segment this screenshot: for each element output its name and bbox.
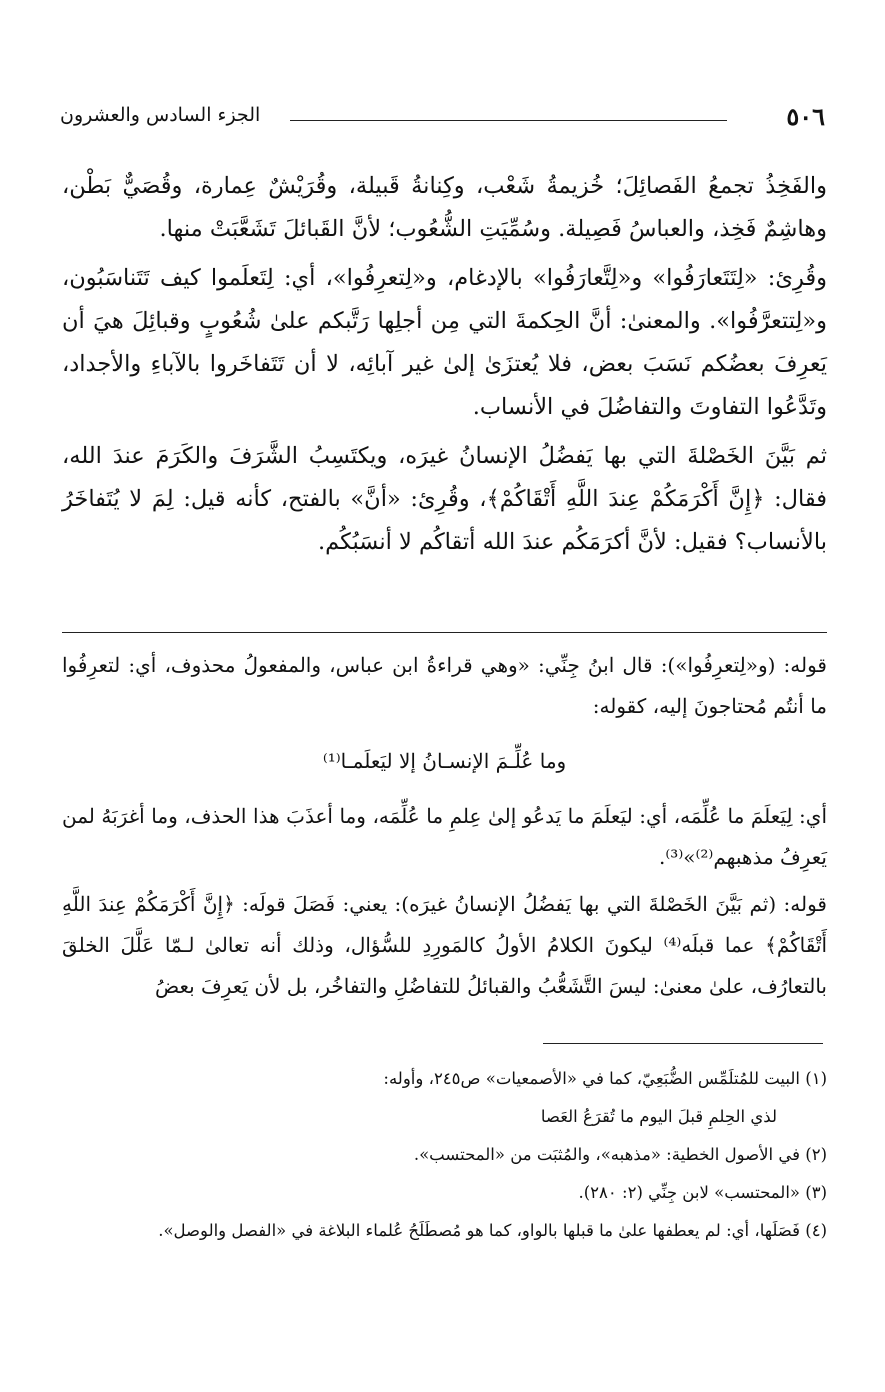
main-paragraph-3: ثم بَيَّنَ الخَصْلةَ التي بها يَفضُلُ الإنسانُ غيرَه، ويكتَسِبُ الشَّرَفَ والكَرَمَ عندَ الله، فقال: ﴿إِنَّ أَكْرَمَكُمْ عِندَ اللَّهِ أَتْقَاكُمْ﴾، وقُرِئ: «أنَّ» بالفتح، كأنه قيل: لِمَ لا يُتَفاخَرُ بالأنساب؟ فقيل: لأنَّ أكرَمَكُم عندَ الله أتقاكُم لا أنسَبُكُم. [62, 443, 827, 555]
footnote-divider [543, 1043, 823, 1044]
commentary-verse: وما عُلِّـمَ الإنسـانُ إلا ليَعلَمـا⁽¹⁾ [322, 749, 567, 773]
footnotes [62, 1060, 827, 1250]
page-header [60, 100, 825, 140]
main-paragraph-2: وقُرِئ: «لِتَتَعارَفُوا» و«لِتَّعارَفُوا» بالإدغام، و«لِتعرِفُوا»، أي: لِتَعلَموا كيف تَتَناسَبُون، و«لِتتعرَّفُوا». والمعنىٰ: أنَّ الحِكمةَ التي مِن أجلِها رَتَّبكم علىٰ شُعُوبٍ وقبائِلَ هيَ أن يَعرِفَ بعضُكم نَسَبَ بعض، فلا يُعتزَىٰ إلىٰ غير آبائِه، لا أن تَتَفاخَروا بالآباءِ والأجداد، وتَدَّعُوا التفاوتَ والتفاضُلَ في الأنساب. [62, 265, 827, 420]
page-number: ٥٠٦ [786, 102, 825, 131]
commentary [62, 645, 827, 1013]
footnote-4: (٤) فَصَلَها، أي: لم يعطفها علىٰ ما قبلها بالواو، كما هو مُصطَلَحُ عُلماء البلاغة في «الفصل والوصل». [158, 1221, 827, 1240]
footnote-1-verse: لذي الحِلمِ قبلَ اليوم ما تُقرَعُ العَصا [540, 1107, 777, 1126]
commentary-paragraph-1: قوله: (و«لِتعرِفُوا»): قال ابنُ جِنِّي: «وهي قراءةُ ابن عباس، والمفعولُ محذوف، أي: لتعرِفُوا ما أنتُم مُحتاجونَ إليه، كقوله: [62, 653, 827, 718]
main-paragraph-1: والفَخِذُ تجمعُ الفَصائِلَ؛ خُزيمةُ شَعْب، وكِنانةُ قَبيلة، وقُرَيْشٌ عِمارة، وقُصَيٌّ بَطْن، وهاشِمٌ فَخِذ، والعباسُ فَصِيلة. وسُمِّيَتِ الشُّعُوب؛ لأنَّ القَبائلَ تَشَعَّبَتْ منها. [62, 173, 827, 242]
footnote-3: (٣) «المحتسب» لابن جِنِّي (٢: ٢٨٠). [578, 1183, 827, 1202]
running-title: الجزء السادس والعشرون [60, 104, 261, 126]
header-rule [290, 120, 727, 121]
commentary-paragraph-3: قوله: (ثم بَيَّنَ الخَصْلةَ التي بها يَفضُلُ الإنسانُ غيرَه): يعني: فَصَلَ قولَه: ﴿إِنَّ أَكْرَمَكُمْ عِندَ اللَّهِ أَتْقَاكُمْ﴾ عما قبلَه⁽⁴⁾ ليكونَ الكلامُ الأولُ كالمَورِدِ للسُّؤال، وذلك أنه تعالىٰ لـمّا عَلَّلَ الخلقَ بالتعارُف، علىٰ معنىٰ: ليسَ التَّشَعُّبُ والقبائلُ للتفاضُلِ والتفاخُر، بل لأن يَعرِفَ بعضُ [62, 892, 828, 998]
footnote-2: (٢) في الأصول الخطية: «مذهبه»، والمُثبَت من «المحتسب». [413, 1145, 827, 1164]
text-divider [62, 632, 827, 633]
commentary-paragraph-2: أي: لِيَعلَمَ ما عُلِّمَه، أي: ليَعلَمَ ما يَدعُو إلىٰ عِلمِ ما عُلِّمَه، وما أعذَبَ هذا الحذف، وما أغرَبَهُ لمن يَعرِفُ مذهبهم⁽²⁾»⁽³⁾. [62, 804, 827, 869]
main-text [62, 165, 827, 570]
footnote-1: (١) البيت للمُتلَمِّس الضُّبَعِيّ، كما في «الأصمعيات» ص٢٤٥، وأوله: [383, 1069, 827, 1088]
